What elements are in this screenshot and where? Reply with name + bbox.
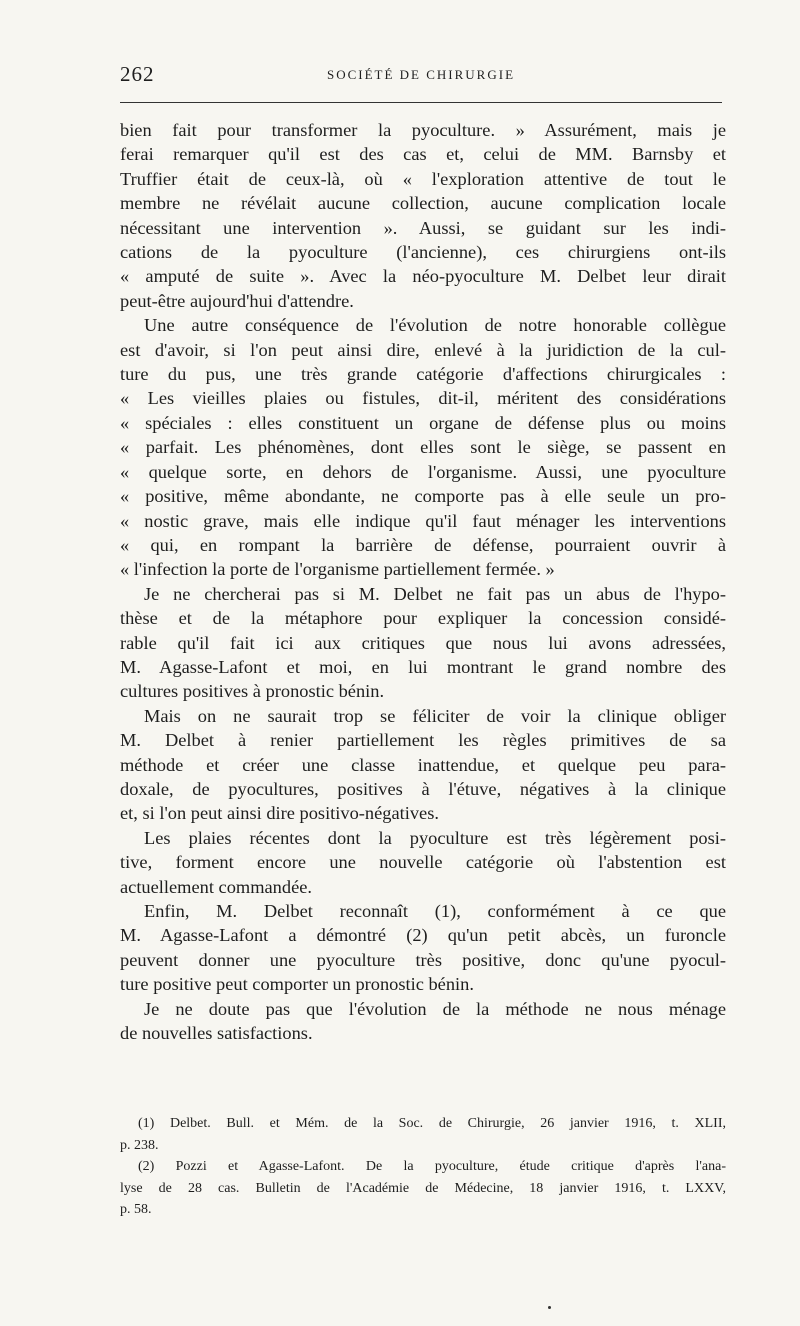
footnote-line: p. 238. (120, 1137, 159, 1153)
footnote-2 (120, 1156, 726, 1221)
footnote-1 (120, 1113, 726, 1156)
text-line: doxale, de pyocultures, positives à l'étuve, négatives à la clinique (120, 778, 726, 799)
text-line: ture du pus, une très grande catégorie d'affections chirurgicales : (120, 364, 726, 385)
text-line: peuvent donner une pyoculture très positive, donc qu'une pyocul- (120, 949, 726, 970)
text-line: rable qu'il fait ici aux critiques que nous lui avons adressées, (120, 632, 726, 653)
paragraph-4 (120, 704, 726, 826)
text-line: ferai remarquer qu'il est des cas et, celui de MM. Barnsby et (120, 144, 726, 165)
text-line: actuellement commandée. (120, 876, 312, 897)
text-line: « Les vieilles plaies ou fistules, dit-il, méritent des considérations (120, 388, 726, 409)
paragraph-2 (120, 313, 726, 581)
footnote-line: (1) Delbet. Bull. et Mém. de la Soc. de Chirurgie, 26 janvier 1916, t. XLII, (138, 1116, 726, 1131)
text-line: « nostic grave, mais elle indique qu'il faut ménager les interventions (120, 510, 726, 531)
text-line: et, si l'on peut ainsi dire positivo-négatives. (120, 803, 439, 824)
text-line: « amputé de suite ». Avec la néo-pyoculture M. Delbet leur dirait (120, 266, 726, 287)
footnote-line: lyse de 28 cas. Bulletin de l'Académie de Médecine, 18 janvier 1916, t. LXXV, (120, 1180, 726, 1196)
text-line: M. Agasse-Lafont a démontré (2) qu'un petit abcès, un furoncle (120, 925, 726, 946)
paragraph-6 (120, 899, 726, 997)
text-line: M. Agasse-Lafont et moi, en lui montrant le grand nombre des (120, 656, 726, 677)
text-line: M. Delbet à renier partiellement les règles primitives de sa (120, 730, 726, 751)
paragraph-5 (120, 826, 726, 899)
text-line: Enfin, M. Delbet reconnaît (1), conformément à ce que (144, 901, 726, 921)
footnote-line: p. 58. (120, 1202, 152, 1217)
text-line: cultures positives à pronostic bénin. (120, 681, 385, 702)
text-line: Mais on ne saurait trop se féliciter de voir la clinique obliger (144, 705, 726, 726)
running-title: SOCIÉTÉ DE CHIRURGIE (326, 67, 516, 82)
text-line: est d'avoir, si l'on peut ainsi dire, enlevé à la juridiction de la cul- (120, 339, 726, 360)
text-line: cations de la pyoculture (l'ancienne), ces chirurgiens ont-ils (120, 242, 726, 263)
header-rule (120, 102, 722, 103)
footnotes (120, 1113, 726, 1221)
text-line: bien fait pour transformer la pyoculture. » Assurément, mais je (120, 120, 726, 140)
paragraph-1 (120, 118, 726, 313)
text-line: peut-être aujourd'hui d'attendre. (120, 290, 354, 311)
body-text (120, 118, 726, 1045)
text-line: Une autre conséquence de l'évolution de notre honorable collègue (144, 315, 726, 336)
text-line: ture positive peut comporter un pronostic bénin. (120, 974, 474, 995)
page-header (120, 62, 722, 92)
text-line: « qui, en rompant la barrière de défense, pourraient ouvrir à (120, 534, 726, 555)
text-line: méthode et créer une classe inattendue, et quelque peu para- (120, 754, 726, 775)
text-line: « l'infection la porte de l'organisme partiellement fermée. » (120, 559, 555, 580)
text-line: Je ne chercherai pas si M. Delbet ne fait pas un abus de l'hypo- (144, 583, 726, 604)
text-line: « positive, même abondante, ne comporte pas à elle seule un pro- (120, 486, 726, 507)
print-speck (548, 1306, 551, 1309)
paragraph-3 (120, 582, 726, 704)
text-line: tive, forment encore une nouvelle catégorie où l'abstention est (120, 852, 726, 873)
text-line: Je ne doute pas que l'évolution de la méthode ne nous ménage (144, 998, 726, 1019)
text-line: de nouvelles satisfactions. (120, 1023, 313, 1044)
text-line: membre ne révélait aucune collection, aucune complication locale (120, 193, 726, 214)
footnote-line: (2) Pozzi et Agasse-Lafont. De la pyoculture, étude critique d'après l'ana- (138, 1159, 726, 1174)
text-line: « quelque sorte, en dehors de l'organisme. Aussi, une pyoculture (120, 461, 726, 482)
text-line: Truffier était de ceux-là, où « l'exploration attentive de tout le (120, 168, 726, 189)
paragraph-7 (120, 997, 726, 1046)
page-number: 262 (120, 62, 155, 86)
text-line: thèse et de la métaphore pour expliquer la concession considé- (120, 608, 726, 629)
text-line: « parfait. Les phénomènes, dont elles sont le siège, se passent en (120, 437, 726, 458)
text-line: Les plaies récentes dont la pyoculture est très légèrement posi- (144, 827, 726, 848)
text-line: « spéciales : elles constituent un organe de défense plus ou moins (120, 412, 726, 433)
text-line: nécessitant une intervention ». Aussi, se guidant sur les indi- (120, 217, 726, 238)
